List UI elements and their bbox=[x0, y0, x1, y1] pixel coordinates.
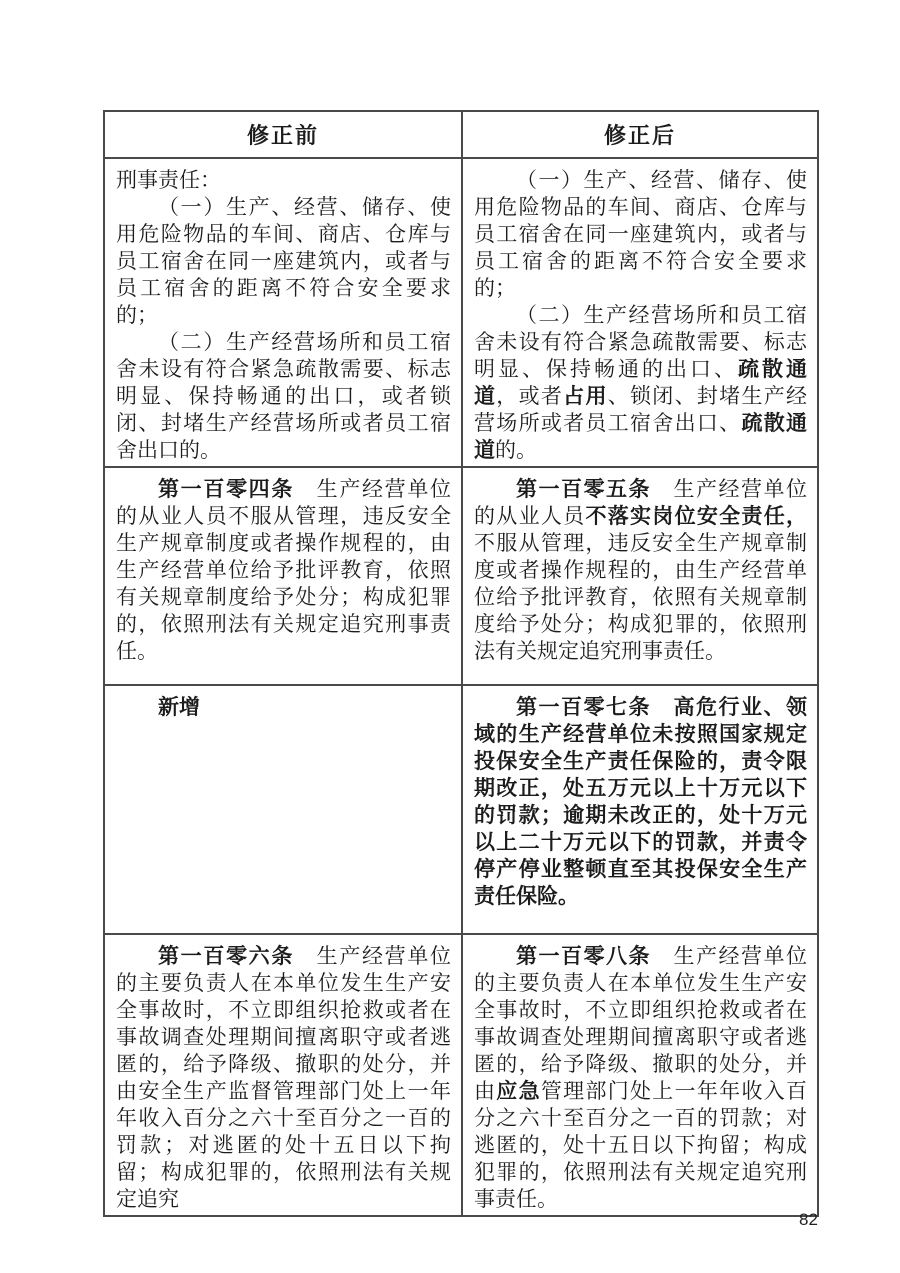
emphasized-text: 高危行业、领域的生产经营单位未按照国家规定投保安全生产责任保险的，责令限期改正，处五万元以上十万元以下的罚款；逾期未改正的，处十万元以上二十万元以下的罚款，并责令停产停业整顿直至其投保安全生产责任保险。 bbox=[474, 695, 807, 908]
table-header bbox=[104, 111, 818, 158]
paragraph bbox=[474, 943, 807, 1213]
emphasized-text: 第一百零四条 bbox=[158, 477, 294, 501]
body-text: 刑事责任： bbox=[116, 168, 221, 192]
emphasized-text: 应急 bbox=[496, 1079, 541, 1103]
emphasized-text: 疏散通道 bbox=[474, 411, 808, 462]
paragraph bbox=[474, 302, 807, 464]
body-text: ，或者 bbox=[496, 384, 564, 408]
table-row bbox=[104, 685, 818, 934]
header-row bbox=[104, 111, 818, 158]
paragraph bbox=[474, 476, 807, 665]
table-body bbox=[104, 158, 818, 1216]
cell-after bbox=[462, 467, 818, 685]
cell-before bbox=[104, 158, 462, 467]
comparison-table bbox=[103, 110, 819, 1217]
body-text: 生产经营单位的从业人员 bbox=[474, 477, 807, 528]
cell-before bbox=[104, 685, 462, 934]
column-header-before: 修正前 bbox=[104, 111, 462, 158]
emphasized-text: 占用 bbox=[563, 384, 608, 408]
emphasized-text: 第一百零五条 bbox=[516, 477, 651, 501]
body-text: （一）生产、经营、储存、使用危险物品的车间、商店、仓库与员工宿舍在同一座建筑内，或者与员工宿舍的距离不符合安全要求的； bbox=[116, 195, 451, 327]
body-text: （二）生产经营场所和员工宿舍未设有符合紧急疏散需要、标志明显、保持畅通的出口，或者锁闭、封堵生产经营场所或者员工宿舍出口的。 bbox=[116, 330, 451, 462]
table-row bbox=[104, 467, 818, 685]
cell-before bbox=[104, 467, 462, 685]
cell-after bbox=[462, 685, 818, 934]
paragraph bbox=[474, 694, 807, 910]
paragraph bbox=[116, 694, 451, 721]
body-text: （二）生产经营场所和员工宿舍未设有符合紧急疏散需要、标志明显、保持畅通的出口、 bbox=[474, 303, 807, 381]
body-text: 的。 bbox=[495, 438, 537, 462]
body-text: （一）生产、经营、储存、使用危险物品的车间、商店、仓库与员工宿舍在同一座建筑内，或者与员工宿舍的距离不符合安全要求的； bbox=[474, 168, 807, 300]
paragraph bbox=[116, 329, 451, 464]
table-row bbox=[104, 934, 818, 1216]
cell-after bbox=[462, 158, 818, 467]
column-header-after: 修正后 bbox=[462, 111, 818, 158]
emphasized-text: 不落实岗位安全责任， bbox=[585, 504, 808, 528]
table-row bbox=[104, 158, 818, 467]
cell-before bbox=[104, 934, 462, 1216]
paragraph bbox=[474, 167, 807, 302]
paragraph bbox=[116, 194, 451, 329]
emphasized-text: 第一百零七条 bbox=[516, 695, 651, 719]
cell-after bbox=[462, 934, 818, 1216]
paragraph bbox=[116, 476, 451, 665]
paragraph bbox=[116, 943, 451, 1213]
body-text: 生产经营单位的主要负责人在本单位发生生产安全事故时，不立即组织抢救或者在事故调查处理期间擅离职守或者逃匿的，给予降级、撤职的处分，并由安全生产监督管理部门处上一年年收入百分之六十至百分之一百的罚款；对逃匿的处十五日以下拘留；构成犯罪的，依照刑法有关规定追究 bbox=[116, 944, 451, 1211]
paragraph bbox=[116, 167, 451, 194]
emphasized-text: 新增 bbox=[158, 695, 200, 719]
body-text: 管理部门处上一年年收入百分之六十至百分之一百的罚款；对逃匿的，处十五日以下拘留；构成犯罪的，依照刑法有关规定追究刑事责任。 bbox=[474, 1079, 808, 1211]
emphasized-text: 疏散通道 bbox=[474, 357, 807, 408]
page-number: 82 bbox=[799, 1210, 818, 1229]
body-text: 生产经营单位的主要负责人在本单位发生生产安全事故时，不立即组织抢救或者在事故调查处理期间擅离职守或者逃匿的，给予降级、撤职的处分，并由 bbox=[474, 944, 807, 1103]
body-text: 不服从管理，违反安全生产规章制度或者操作规程的，由生产经营单位给予批评教育，依照有关规章制度给予处分；构成犯罪的，依照刑法有关规定追究刑事责任。 bbox=[474, 531, 807, 663]
emphasized-text: 第一百零六条 bbox=[158, 944, 294, 968]
emphasized-text: 第一百零八条 bbox=[516, 944, 651, 968]
body-text: 、锁闭、封堵生产经营场所或者员工宿舍出口、 bbox=[474, 384, 808, 435]
body-text: 生产经营单位的从业人员不服从管理，违反安全生产规章制度或者操作规程的，由生产经营单位给予批评教育，依照有关规章制度给予处分；构成犯罪的，依照刑法有关规定追究刑事责任。 bbox=[116, 477, 451, 663]
